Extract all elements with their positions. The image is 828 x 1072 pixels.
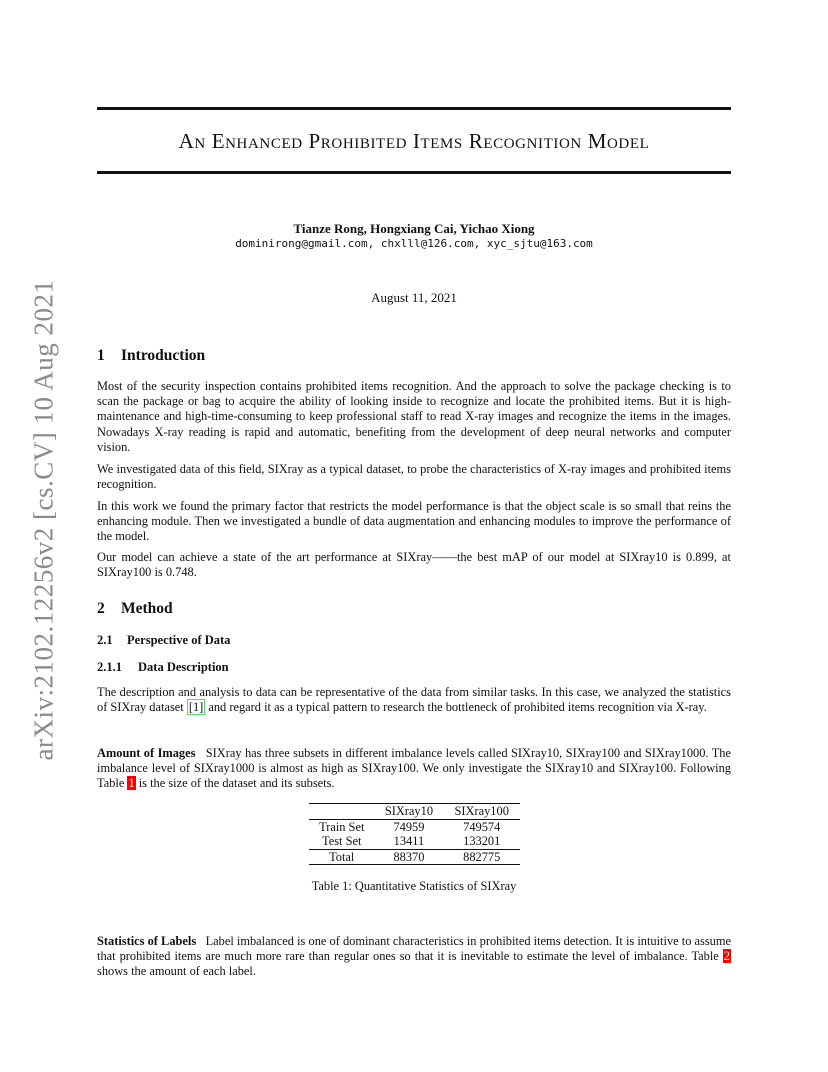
table-cell: 749574	[463, 819, 501, 834]
section-heading-introduction	[97, 347, 205, 365]
title-part: ecognition	[483, 129, 588, 153]
table-cell: Total	[309, 849, 374, 865]
title-part: nhanced	[225, 129, 309, 153]
title-part: P	[308, 129, 321, 153]
statistics-of-labels-paragraph	[97, 934, 731, 980]
data-description-paragraph	[97, 685, 731, 715]
section-heading-method	[97, 600, 173, 618]
author-emails: dominirong@gmail.com, chxlll@126.com, xyc_sjtu@163.com	[235, 237, 593, 250]
title-part: M	[587, 129, 607, 153]
subsubsection-heading-data-description	[97, 660, 229, 675]
title-part: n	[194, 129, 212, 153]
section-number: 2	[97, 600, 105, 617]
table-row	[309, 834, 520, 849]
paragraph-heading: Statistics of Labels	[97, 934, 197, 948]
table-cell: 88370	[374, 849, 443, 865]
table-cell: 133201	[463, 834, 501, 849]
table-cell: 13411	[393, 834, 425, 849]
title-part: I	[412, 129, 421, 153]
table-cell: Train Set	[319, 819, 365, 834]
title-part: R	[468, 129, 484, 153]
table-header-cell	[309, 804, 374, 820]
title-part: E	[211, 129, 226, 153]
publication-date: August 11, 2021	[371, 290, 457, 305]
table-header-cell: SIXray100	[443, 804, 520, 820]
arxiv-identifier: arXiv:2102.12256v2 [cs.CV] 10 Aug 2021	[28, 279, 59, 761]
authors: Tianze Rong, Hongxiang Cai, Yichao Xiong	[293, 221, 535, 236]
paragraph-text: SIXray has three subsets in different imbalance levels called SIXray10, SIXray100 and SIXray1000. The imbalance level of SIXray1000 is almost as high as SIXray100. We only investigate the SIXray10 and SIXray100. Following Table	[97, 746, 731, 791]
paragraph-text: is the size of the dataset and its subsets.	[135, 776, 335, 791]
title-part: tems	[420, 129, 469, 153]
table-row	[309, 849, 520, 865]
intro-paragraph-1: Most of the security inspection contains prohibited items recognition. And the approach to solve the package checking is to scan the package or bag to acquire the ability of looking inside to recognize and locate the prohibited items. But it is high-maintenance and high-time-consuming to keep professional staff to read X-ray images and recognize the items in the images. Nowadays X-ray reading is rapid and automatic, benefiting from the development of deep neural networks and computer vision.	[97, 379, 731, 454]
table-row	[309, 819, 520, 834]
table-reference-link[interactable]: 1	[128, 776, 135, 791]
subsubsection-title: Data Description	[138, 660, 229, 674]
subsection-heading-perspective	[97, 633, 230, 648]
title-rule-top	[97, 107, 731, 110]
paragraph-text: Label imbalanced is one of dominant characteristics in prohibited items detection. It is intuitive to assume that prohibited items are much more rare than regular ones so that it is inevitable to estimate the level of imbalance. Table	[97, 934, 731, 964]
paragraph-text: The description and analysis to data can be representative of the data from similar tasks. In this case, we analyzed the statistics of SIXray dataset	[97, 685, 731, 715]
title-part: rohibited	[320, 129, 413, 153]
section-title: Method	[121, 600, 173, 617]
section-number: 1	[97, 347, 105, 364]
table-cell: 74959	[393, 819, 425, 834]
subsection-number: 2.1	[97, 633, 113, 647]
table-cell: 882775	[443, 849, 520, 865]
amount-of-images-paragraph	[97, 746, 731, 792]
table-header-row	[309, 804, 520, 820]
paragraph-text: shows the amount of each label.	[97, 964, 256, 979]
title-rule-bottom	[97, 171, 731, 174]
citation-link[interactable]: [1]	[188, 700, 204, 715]
section-title: Introduction	[121, 347, 206, 364]
title-part: A	[178, 129, 195, 153]
statistics-table	[309, 803, 520, 865]
subsection-title: Perspective of Data	[127, 633, 231, 647]
table-header-cell: SIXray10	[374, 804, 443, 820]
subsubsection-number: 2.1.1	[97, 660, 122, 674]
intro-paragraph-4: Our model can achieve a state of the art performance at SIXray——the best mAP of our model at SIXray10 is 0.899, at SIXray100 is 0.748.	[97, 550, 731, 580]
table-cell: Test Set	[322, 834, 362, 849]
intro-paragraph-3: In this work we found the primary factor that restricts the model performance is that the object scale is so small that reins the enhancing module. Then we investigated a bundle of data augmentation and enhancing modules to improve the performance of the model.	[97, 499, 731, 544]
paper-title	[97, 129, 731, 154]
title-part: odel	[606, 129, 650, 153]
intro-paragraph-2: We investigated data of this field, SIXray as a typical dataset, to probe the characteristics of X-ray images and prohibited items recognition.	[97, 462, 731, 492]
paragraph-text: and regard it as a typical pattern to research the bottleneck of prohibited items recognition via X-ray.	[205, 700, 707, 715]
table-caption: Table 1: Quantitative Statistics of SIXray	[311, 879, 517, 893]
table-reference-link[interactable]: 2	[723, 949, 730, 964]
paragraph-heading: Amount of Images	[97, 746, 196, 760]
